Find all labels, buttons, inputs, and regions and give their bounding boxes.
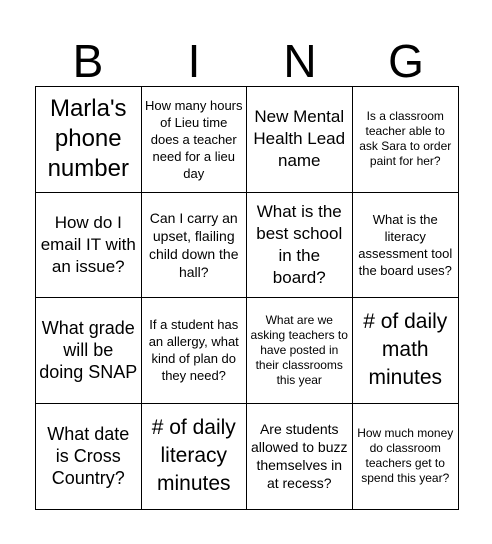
header-letter-b: B bbox=[72, 35, 104, 87]
cell-text: New Mental Health Lead name bbox=[253, 107, 346, 171]
header-letter-g: G bbox=[388, 35, 424, 87]
cell-text: If a student has an allergy, what kind of plan do they need? bbox=[148, 317, 239, 384]
bingo-cell[interactable] bbox=[36, 87, 142, 193]
bingo-cell[interactable] bbox=[247, 193, 353, 299]
bingo-cell[interactable] bbox=[247, 87, 353, 193]
cell-text: How many hours of Lieu time does a teacher need for a lieu day bbox=[144, 97, 243, 181]
cell-text: How much money do classroom teachers get to spend this year? bbox=[357, 426, 454, 486]
cell-text: # of daily math minutes bbox=[363, 310, 448, 390]
bingo-cell[interactable] bbox=[142, 193, 248, 299]
header-letter-n: N bbox=[283, 35, 317, 87]
cell-text: Are students allowed to buzz themselves in at recess? bbox=[250, 421, 348, 492]
bingo-cell[interactable] bbox=[36, 298, 142, 404]
bingo-header bbox=[35, 36, 458, 86]
cell-text: What are we asking teachers to have posted in their classrooms this year bbox=[250, 312, 348, 387]
cell-text: Can I carry an upset, flailing child down the hall? bbox=[148, 209, 239, 280]
cell-text: # of daily literacy minutes bbox=[151, 416, 236, 496]
bingo-cell[interactable] bbox=[247, 404, 353, 510]
cell-text: What grade will be doing SNAP bbox=[39, 318, 138, 383]
bingo-cell[interactable] bbox=[353, 404, 459, 510]
cell-text: What date is Cross Country? bbox=[47, 424, 130, 489]
cell-text: How do I email IT with an issue? bbox=[40, 212, 136, 276]
cell-text: Is a classroom teacher able to ask Sara to order paint for her? bbox=[359, 109, 452, 169]
cell-text: What is the literacy assessment tool the board uses? bbox=[358, 211, 453, 278]
bingo-cell[interactable] bbox=[353, 298, 459, 404]
cell-text: What is the best school in the board? bbox=[256, 201, 343, 287]
bingo-cell[interactable] bbox=[36, 404, 142, 510]
bingo-cell[interactable] bbox=[142, 298, 248, 404]
cell-text: Marla's phone number bbox=[47, 95, 129, 183]
bingo-cell[interactable] bbox=[353, 87, 459, 193]
bingo-card-grid bbox=[35, 86, 459, 510]
header-letter-i: I bbox=[187, 35, 201, 87]
bingo-cell[interactable] bbox=[36, 193, 142, 299]
bingo-cell[interactable] bbox=[142, 87, 248, 193]
bingo-cell[interactable] bbox=[142, 404, 248, 510]
bingo-cell[interactable] bbox=[353, 193, 459, 299]
bingo-cell[interactable] bbox=[247, 298, 353, 404]
